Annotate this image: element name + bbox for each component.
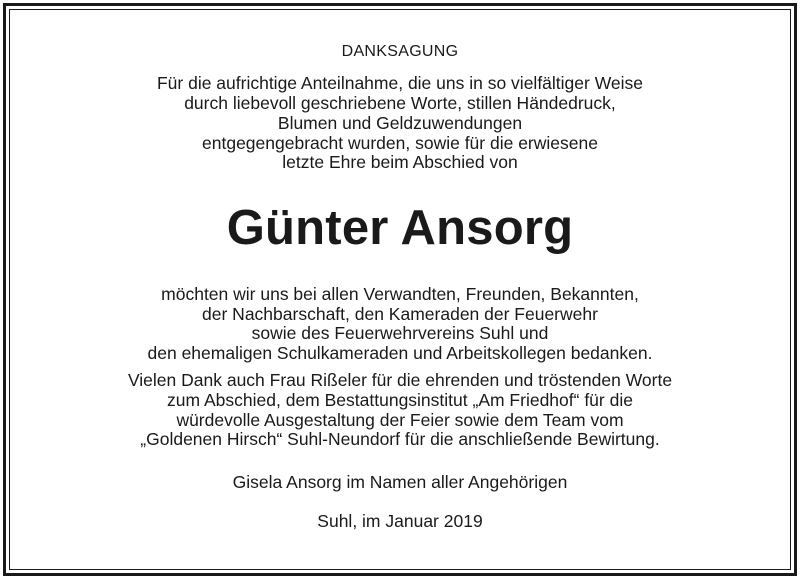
special-thanks-line: Vielen Dank auch Frau Rißeler für die ehrenden und tröstenden Worte — [127, 370, 673, 390]
special-thanks-line: zum Abschied, dem Bestattungsinstitut „Am Friedhof“ für die — [167, 390, 633, 410]
thanks-line: möchten wir uns bei allen Verwandten, Freunden, Bekannten, — [161, 284, 639, 304]
intro-line: entgegengebracht wurden, sowie für die erwiesene — [202, 133, 598, 153]
intro-line: Blumen und Geldzuwendungen — [277, 113, 523, 133]
deceased-name: Günter Ansorg — [226, 201, 574, 255]
intro-line: Für die aufrichtige Anteilnahme, die uns in so vielfältiger Weise — [156, 73, 644, 93]
intro-line: durch liebevoll geschriebene Worte, stillen Händedruck, — [184, 93, 616, 113]
signature: Gisela Ansorg im Namen aller Angehörigen — [232, 472, 568, 492]
thanks-line: den ehemaligen Schulkameraden und Arbeitskollegen bedanken. — [147, 343, 653, 363]
special-thanks-line: würdevolle Ausgestaltung der Feier sowie dem Team vom — [176, 410, 624, 430]
place-date: Suhl, im Januar 2019 — [317, 511, 483, 531]
heading: DANKSAGUNG — [341, 43, 459, 60]
thanks-line: der Nachbarschaft, den Kameraden der Feuerwehr — [202, 304, 598, 324]
special-thanks-line: „Goldenen Hirsch“ Suhl-Neundorf für die anschließende Bewirtung. — [140, 429, 660, 449]
intro-line: letzte Ehre beim Abschied von — [282, 152, 518, 172]
thanks-line: sowie des Feuerwehrvereins Suhl und — [251, 323, 549, 343]
